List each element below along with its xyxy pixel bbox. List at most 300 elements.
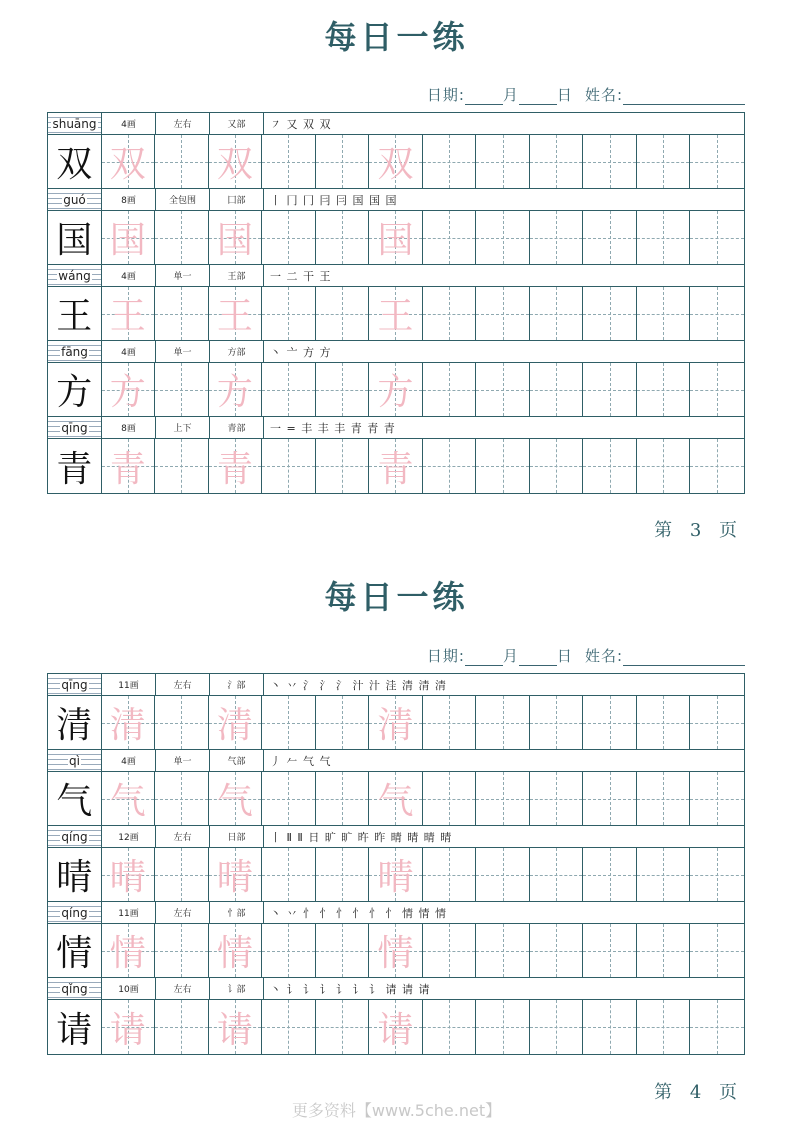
pinyin-label (48, 826, 102, 847)
trace-character: 双 (216, 144, 253, 185)
model-character-cell (48, 439, 102, 493)
structure-label (156, 902, 210, 923)
char-info-row (48, 902, 744, 924)
footer-watermark: 更多资料【www.5che.net】 (291, 1101, 502, 1120)
stroke-count (102, 417, 156, 438)
practice-cell[interactable] (690, 287, 744, 340)
trace-character-cell (369, 363, 423, 416)
stroke-count-text: 8画 (121, 424, 136, 434)
practice-cell[interactable] (155, 772, 209, 825)
practice-cell[interactable] (155, 135, 209, 188)
practice-cell[interactable] (262, 363, 316, 416)
stroke-order-text: 一 = 丰 丰 丰 青 青 青 (270, 421, 396, 435)
writing-grid-row (48, 1000, 744, 1054)
practice-cell[interactable] (316, 363, 370, 416)
char-info-row (48, 674, 744, 696)
practice-cell[interactable] (262, 924, 316, 977)
trace-character: 方 (216, 372, 253, 413)
practice-cell[interactable] (316, 1000, 370, 1054)
trace-character: 国 (216, 220, 253, 261)
practice-cell[interactable] (262, 1000, 316, 1054)
practice-cell[interactable] (583, 696, 637, 749)
stroke-count (102, 674, 156, 695)
structure-label-text: 上下 (173, 424, 192, 434)
practice-cell[interactable] (530, 287, 584, 340)
trace-character-cell (102, 135, 156, 188)
trace-character: 青 (377, 448, 414, 490)
trace-character: 情 (109, 933, 146, 974)
name-blank[interactable] (623, 90, 745, 105)
writing-grid-row (48, 287, 744, 341)
model-character-cell (48, 135, 102, 188)
stroke-count-text: 10画 (118, 985, 139, 995)
structure-label (156, 189, 210, 210)
trace-character-cell (209, 924, 263, 977)
practice-cell[interactable] (583, 211, 637, 264)
practice-cell[interactable] (530, 211, 584, 264)
trace-character: 青 (216, 448, 253, 490)
practice-cell[interactable] (637, 135, 691, 188)
date-label: 日期: (426, 86, 465, 104)
day-label: 日 (556, 86, 573, 104)
name-blank[interactable] (623, 651, 745, 666)
pinyin-label-text: qíng (61, 905, 88, 920)
char-info-row (48, 978, 744, 1000)
stroke-order-text: 丶 丷 氵 氵 氵 汁 汁 洼 清 清 清 (270, 678, 447, 692)
trace-character-cell (369, 772, 423, 825)
name-label: 姓名: (584, 86, 623, 104)
structure-label-text: 单一 (173, 272, 192, 282)
char-info-row (48, 265, 744, 287)
practice-cell[interactable] (316, 848, 370, 901)
trace-character: 晴 (109, 857, 146, 898)
stroke-count-text: 4画 (121, 272, 136, 282)
stroke-count-text: 4画 (121, 348, 136, 358)
trace-character-cell (369, 924, 423, 977)
structure-label-text: 左右 (173, 833, 192, 843)
stroke-count (102, 189, 156, 210)
practice-cell[interactable] (476, 287, 530, 340)
stroke-order (264, 978, 744, 999)
pinyin-label (48, 113, 102, 134)
practice-cell[interactable] (155, 696, 209, 749)
model-character-cell (48, 287, 102, 340)
trace-character: 气 (109, 781, 146, 822)
practice-cell[interactable] (423, 696, 477, 749)
stroke-order-text: 丨 Ⅱ Ⅱ 日 旷 旷 旿 昨 晴 晴 晴 晴 (270, 830, 453, 844)
practice-cell[interactable] (583, 363, 637, 416)
trace-character-cell (209, 211, 263, 264)
trace-character-cell (209, 772, 263, 825)
model-character: 气 (56, 781, 93, 822)
practice-cell[interactable] (476, 924, 530, 977)
practice-cell[interactable] (583, 287, 637, 340)
practice-cell[interactable] (316, 696, 370, 749)
stroke-count-text: 8画 (121, 196, 136, 206)
stroke-order-text: 丿 𠂉 气 气 (270, 754, 332, 768)
radical-label (210, 189, 264, 210)
practice-cell[interactable] (155, 439, 209, 493)
radical-label (210, 265, 264, 286)
model-character: 清 (56, 705, 93, 746)
radical-label-text: 又部 (227, 120, 246, 130)
pinyin-label-text: shuāng (52, 116, 97, 131)
pinyin-label (48, 265, 102, 286)
practice-cell[interactable] (155, 848, 209, 901)
stroke-count (102, 750, 156, 771)
trace-character-cell (369, 439, 423, 493)
stroke-order-text: 一 二 干 王 (270, 269, 332, 283)
trace-character: 请 (377, 1009, 414, 1051)
trace-character: 清 (377, 705, 414, 746)
char-info-row (48, 113, 744, 135)
pinyin-label-text: qīng (61, 677, 88, 692)
structure-label (156, 417, 210, 438)
char-info-row (48, 189, 744, 211)
practice-cell[interactable] (690, 363, 744, 416)
trace-character: 清 (216, 705, 253, 746)
model-character: 情 (56, 933, 93, 974)
pinyin-label-text: qǐng (61, 981, 88, 996)
practice-cell[interactable] (637, 363, 691, 416)
practice-cell[interactable] (583, 772, 637, 825)
practice-cell[interactable] (530, 848, 584, 901)
model-character-cell (48, 211, 102, 264)
practice-cell[interactable] (423, 135, 477, 188)
month-blank[interactable] (465, 651, 503, 666)
radical-label-text: 囗部 (227, 196, 246, 206)
practice-cell[interactable] (530, 135, 584, 188)
practice-cell[interactable] (690, 135, 744, 188)
practice-cell[interactable] (530, 439, 584, 493)
model-character: 双 (56, 144, 93, 185)
pinyin-label-text: guó (63, 192, 86, 207)
radical-label-text: 气部 (227, 757, 246, 767)
stroke-count-text: 11画 (118, 909, 139, 919)
practice-cell[interactable] (637, 287, 691, 340)
practice-cell[interactable] (423, 211, 477, 264)
trace-character: 国 (377, 220, 414, 261)
stroke-count (102, 113, 156, 134)
trace-character-cell (102, 696, 156, 749)
trace-character-cell (102, 924, 156, 977)
practice-cell[interactable] (476, 1000, 530, 1054)
structure-label-text: 左右 (173, 120, 192, 130)
trace-character-cell (102, 848, 156, 901)
practice-cell[interactable] (690, 772, 744, 825)
trace-character: 王 (377, 296, 414, 337)
practice-cell[interactable] (155, 211, 209, 264)
radical-label (210, 826, 264, 847)
structure-label-text: 全包围 (168, 196, 196, 206)
practice-cell[interactable] (316, 287, 370, 340)
structure-label (156, 750, 210, 771)
practice-cell[interactable] (530, 924, 584, 977)
date-label: 日期: (426, 647, 465, 665)
page-number: 第 4 页 (654, 1082, 743, 1103)
pinyin-label-text: wáng (58, 268, 91, 283)
stroke-count (102, 826, 156, 847)
stroke-order-text: 丶 讠 讠 讠 讠 讠 讠 请 请 请 (270, 982, 431, 996)
practice-cell[interactable] (262, 211, 316, 264)
practice-cell[interactable] (262, 772, 316, 825)
pinyin-label-text: qíng (61, 829, 88, 844)
day-label: 日 (556, 647, 573, 665)
structure-label-text: 单一 (173, 757, 192, 767)
trace-character-cell (369, 1000, 423, 1054)
trace-character-cell (369, 848, 423, 901)
pinyin-label (48, 417, 102, 438)
trace-character: 王 (109, 296, 146, 337)
trace-character-cell (102, 363, 156, 416)
pinyin-label-text: qì (69, 753, 80, 768)
practice-cell[interactable] (476, 135, 530, 188)
structure-label-text: 左右 (173, 909, 192, 919)
trace-character: 请 (109, 1009, 146, 1051)
radical-label-text: 讠部 (227, 985, 246, 995)
stroke-count (102, 978, 156, 999)
trace-character: 双 (109, 144, 146, 185)
pinyin-label (48, 674, 102, 695)
practice-cell[interactable] (316, 439, 370, 493)
practice-cell[interactable] (476, 696, 530, 749)
model-character: 王 (56, 296, 93, 337)
practice-cell[interactable] (423, 924, 477, 977)
model-character-cell (48, 848, 102, 901)
trace-character: 晴 (216, 857, 253, 898)
radical-label-text: 忄部 (227, 909, 246, 919)
practice-cell[interactable] (637, 848, 691, 901)
stroke-count-text: 4画 (121, 757, 136, 767)
stroke-count-text: 12画 (118, 833, 139, 843)
writing-grid-row (48, 363, 744, 417)
char-info-row (48, 341, 744, 363)
practice-cell[interactable] (423, 439, 477, 493)
practice-cell[interactable] (423, 363, 477, 416)
practice-cell[interactable] (262, 135, 316, 188)
month-label: 月 (502, 86, 519, 104)
stroke-order (264, 417, 744, 438)
practice-cell[interactable] (316, 211, 370, 264)
radical-label-text: 青部 (227, 424, 246, 434)
radical-label-text: 日部 (227, 833, 246, 843)
radical-label (210, 750, 264, 771)
practice-cell[interactable] (583, 924, 637, 977)
practice-cell[interactable] (262, 439, 316, 493)
trace-character: 方 (109, 372, 146, 413)
stroke-order-text: ㇇ 又 双 双 (270, 117, 332, 131)
trace-character-cell (102, 287, 156, 340)
practice-cell[interactable] (316, 135, 370, 188)
model-character-cell (48, 772, 102, 825)
trace-character-cell (369, 696, 423, 749)
trace-character: 青 (109, 448, 146, 490)
char-info-row (48, 750, 744, 772)
practice-cell[interactable] (690, 924, 744, 977)
practice-cell[interactable] (530, 696, 584, 749)
practice-cell[interactable] (690, 1000, 744, 1054)
model-character-cell (48, 696, 102, 749)
name-label: 姓名: (584, 647, 623, 665)
writing-grid-row (48, 696, 744, 750)
practice-cell[interactable] (262, 287, 316, 340)
practice-cell[interactable] (583, 848, 637, 901)
trace-character: 情 (216, 933, 253, 974)
radical-label (210, 674, 264, 695)
practice-cell[interactable] (637, 1000, 691, 1054)
radical-label-text: 王部 (227, 272, 246, 282)
practice-cell[interactable] (423, 848, 477, 901)
trace-character-cell (209, 287, 263, 340)
trace-character-cell (369, 211, 423, 264)
stroke-count (102, 265, 156, 286)
trace-character-cell (102, 772, 156, 825)
pinyin-label (48, 189, 102, 210)
practice-cell[interactable] (690, 211, 744, 264)
radical-label (210, 417, 264, 438)
stroke-count-text: 4画 (121, 120, 136, 130)
practice-cell[interactable] (155, 287, 209, 340)
practice-sheet (47, 112, 745, 494)
practice-cell[interactable] (637, 696, 691, 749)
practice-cell[interactable] (690, 848, 744, 901)
practice-cell[interactable] (316, 924, 370, 977)
structure-label (156, 341, 210, 362)
writing-grid-row (48, 848, 744, 902)
writing-grid-row (48, 439, 744, 493)
trace-character-cell (369, 287, 423, 340)
structure-label (156, 674, 210, 695)
stroke-order (264, 750, 744, 771)
model-character: 请 (56, 1009, 93, 1051)
practice-cell[interactable] (637, 772, 691, 825)
stroke-count-text: 11画 (118, 681, 139, 691)
pinyin-label (48, 750, 102, 771)
practice-cell[interactable] (476, 363, 530, 416)
stroke-order-text: 丨 冂 冂 冃 冃 国 国 国 (270, 193, 398, 207)
radical-label (210, 902, 264, 923)
pinyin-label (48, 341, 102, 362)
practice-sheet (47, 673, 745, 1055)
practice-cell[interactable] (530, 363, 584, 416)
practice-cell[interactable] (476, 211, 530, 264)
stroke-order (264, 265, 744, 286)
trace-character: 双 (377, 144, 414, 185)
practice-cell[interactable] (155, 924, 209, 977)
structure-label (156, 265, 210, 286)
practice-cell[interactable] (476, 848, 530, 901)
stroke-order (264, 902, 744, 923)
day-blank[interactable] (519, 651, 557, 666)
writing-grid-row (48, 211, 744, 265)
trace-character-cell (102, 439, 156, 493)
radical-label-text: 方部 (227, 348, 246, 358)
practice-cell[interactable] (637, 439, 691, 493)
date-name-line (427, 84, 745, 105)
practice-cell[interactable] (637, 211, 691, 264)
practice-cell[interactable] (423, 287, 477, 340)
practice-cell[interactable] (530, 1000, 584, 1054)
pinyin-label-text: fāng (61, 344, 88, 359)
practice-cell[interactable] (690, 439, 744, 493)
page-title: 每日一练 (324, 18, 469, 56)
trace-character: 方 (377, 372, 414, 413)
char-info-row (48, 417, 744, 439)
model-character: 国 (56, 220, 93, 261)
practice-cell[interactable] (530, 772, 584, 825)
practice-cell[interactable] (690, 696, 744, 749)
trace-character: 清 (109, 705, 146, 746)
trace-character: 王 (216, 296, 253, 337)
practice-cell[interactable] (476, 772, 530, 825)
structure-label-text: 单一 (173, 348, 192, 358)
trace-character-cell (209, 1000, 263, 1054)
stroke-order (264, 674, 744, 695)
page-title: 每日一练 (324, 578, 469, 616)
month-label: 月 (502, 647, 519, 665)
practice-cell[interactable] (155, 363, 209, 416)
model-character-cell (48, 924, 102, 977)
pinyin-label (48, 978, 102, 999)
stroke-order (264, 113, 744, 134)
trace-character-cell (369, 135, 423, 188)
trace-character-cell (102, 1000, 156, 1054)
practice-cell[interactable] (155, 1000, 209, 1054)
trace-character: 情 (377, 933, 414, 974)
stroke-count (102, 902, 156, 923)
practice-cell[interactable] (583, 439, 637, 493)
practice-cell[interactable] (583, 1000, 637, 1054)
practice-cell[interactable] (583, 135, 637, 188)
trace-character: 气 (377, 781, 414, 822)
trace-character-cell (209, 363, 263, 416)
practice-cell[interactable] (316, 772, 370, 825)
radical-label (210, 341, 264, 362)
radical-label (210, 978, 264, 999)
trace-character: 气 (216, 781, 253, 822)
writing-grid-row (48, 924, 744, 978)
trace-character-cell (209, 848, 263, 901)
stroke-order (264, 189, 744, 210)
structure-label-text: 左右 (173, 681, 192, 691)
practice-cell[interactable] (262, 848, 316, 901)
stroke-order-text: 丶 丷 忄 忄 忄 忄 忄 忄 情 情 情 (270, 906, 447, 920)
structure-label-text: 左右 (173, 985, 192, 995)
radical-label (210, 113, 264, 134)
char-info-row (48, 826, 744, 848)
pinyin-label-text: qīng (61, 420, 88, 435)
writing-grid-row (48, 772, 744, 826)
practice-cell[interactable] (637, 924, 691, 977)
model-character-cell (48, 1000, 102, 1054)
trace-character: 晴 (377, 857, 414, 898)
date-name-line (427, 645, 745, 666)
pinyin-label (48, 902, 102, 923)
trace-character-cell (102, 211, 156, 264)
practice-cell[interactable] (476, 439, 530, 493)
writing-grid-row (48, 135, 744, 189)
radical-label-text: 氵部 (227, 681, 246, 691)
month-blank[interactable] (465, 90, 503, 105)
practice-cell[interactable] (262, 696, 316, 749)
stroke-order-text: 丶 亠 方 方 (270, 345, 332, 359)
model-character: 晴 (56, 857, 93, 898)
practice-cell[interactable] (423, 1000, 477, 1054)
practice-cell[interactable] (423, 772, 477, 825)
structure-label (156, 113, 210, 134)
day-blank[interactable] (519, 90, 557, 105)
structure-label (156, 826, 210, 847)
